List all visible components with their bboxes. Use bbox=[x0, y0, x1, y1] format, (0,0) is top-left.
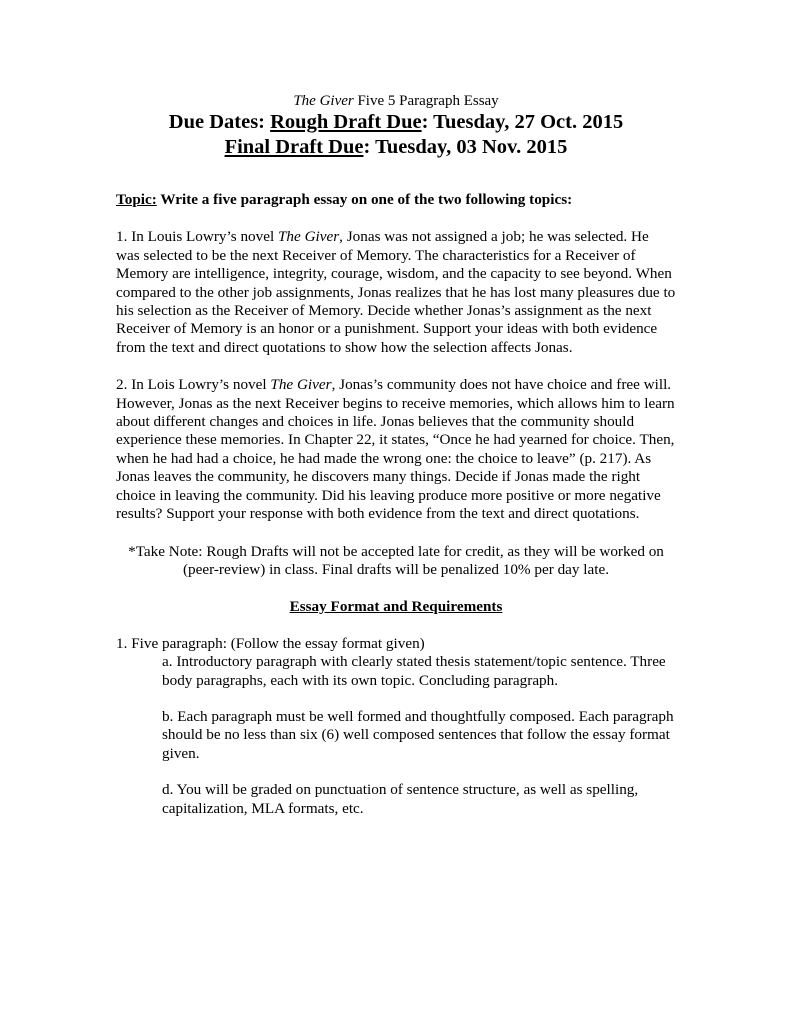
late-policy-line-1: *Take Note: Rough Drafts will not be accepted late for credit, as they will be worked on bbox=[128, 542, 664, 560]
due-dates-line bbox=[116, 110, 676, 135]
final-draft-label: Final Draft Due bbox=[224, 136, 364, 158]
topic-text: Write a five paragraph essay on one of the two following topics: bbox=[156, 191, 573, 208]
topic-one-paragraph bbox=[116, 228, 676, 357]
document-page bbox=[116, 92, 676, 818]
format-subitem-d: d. You will be graded on punctuation of sentence structure, as well as spelling, capitalization, MLA formats, etc. bbox=[162, 781, 639, 817]
late-policy-note bbox=[116, 543, 676, 580]
format-list bbox=[116, 635, 676, 818]
format-item-1: 1. Five paragraph: (Follow the essay format given) bbox=[116, 634, 425, 652]
book-title: The Giver bbox=[293, 93, 354, 109]
topic-instruction bbox=[116, 191, 676, 209]
topic-one-book: The Giver bbox=[277, 228, 340, 246]
format-heading: Essay Format and Requirements bbox=[289, 598, 503, 616]
topic-label: Topic: bbox=[116, 191, 157, 208]
format-subitem-a: a. Introductory paragraph with clearly stated thesis statement/topic sentence. Three body paragraphs, each with its own topic. Concluding paragraph. bbox=[162, 653, 666, 689]
topic-one-lead: 1. In Louis Lowry’s novel bbox=[116, 228, 278, 246]
rough-draft-label: Rough Draft Due bbox=[270, 111, 422, 133]
final-draft-date: : Tuesday, 03 Nov. 2015 bbox=[363, 136, 568, 158]
format-subitem-b: b. Each paragraph must be well formed and thoughtfully composed. Each paragraph should be no less than six (6) well composed sentences that follow the essay format given. bbox=[162, 707, 674, 762]
late-policy-line-2: (peer-review) in class. Final drafts will be penalized 10% per day late. bbox=[182, 560, 610, 578]
topic-two-book: The Giver bbox=[270, 376, 332, 394]
topic-two-paragraph bbox=[116, 376, 676, 523]
topic-two-body: , Jonas’s community does not have choice and free will. However, Jonas as the next Receiver begins to receive memories, which allows him to learn about different changes and choices in life. Jonas believes that the community should experience these memories. In Chapter 22, it states, “Once he had yearned for choice. Then, when he had had a choice, he had made the wrong one: the choice to leave” (p. 217). As Jonas leaves the community, he discovers many things. Decide if Jonas made the right choice in leaving the community. Did his leaving produce more positive or more negative results? Support your response with both evidence from the text and direct quotations. bbox=[116, 376, 675, 523]
subtitle-text: Five 5 Paragraph Essay bbox=[353, 93, 499, 109]
final-draft-line bbox=[116, 135, 676, 160]
assignment-subtitle bbox=[116, 92, 676, 110]
rough-draft-date: : Tuesday, 27 Oct. 2015 bbox=[421, 111, 624, 133]
topic-one-body: , Jonas was not assigned a job; he was selected. He was selected to be the next Receiver of Memory. The characteristics for a Receiver of Memory are intelligence, integrity, courage, wisdom, and the capacity to see beyond. When compared to the other job assignments, Jonas realizes that he has lost many pleasures due to his selection as the Receiver of Memory. Decide whether Jonas’s assignment as the next Receiver of Memory is an honor or a punishment. Support your ideas with both evidence from the text and direct quotations to show how the selection affects Jonas. bbox=[116, 228, 676, 356]
topic-two-lead: 2. In Lois Lowry’s novel bbox=[116, 376, 271, 394]
due-dates-label: Due Dates: bbox=[168, 111, 271, 133]
